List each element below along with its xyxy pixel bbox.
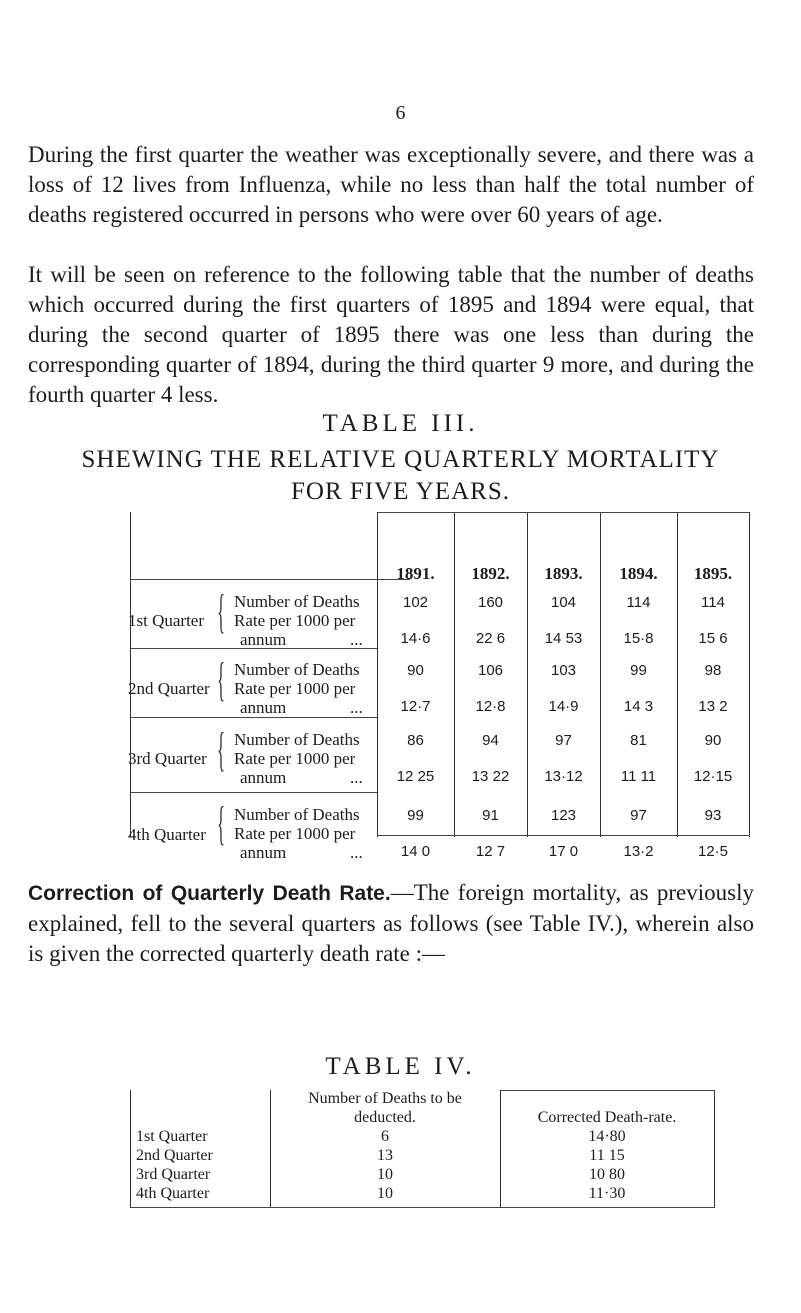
table4-top-border — [500, 1090, 714, 1091]
year-header: 1891. — [396, 564, 435, 583]
table4-deducted: 6 — [381, 1128, 389, 1145]
rate-cell: 15 6 — [698, 630, 728, 647]
brace: { — [217, 585, 226, 638]
quarter-label: 1st Quarter — [128, 611, 205, 630]
year-header: 1892. — [471, 564, 510, 583]
table4-header-rate: Corrected Death-rate. — [537, 1109, 677, 1126]
quarter-label: 4th Quarter — [128, 825, 206, 844]
table3-subtitle-line2: FOR FIVE YEARS. — [291, 478, 510, 505]
quarter-label: 2nd Quarter — [128, 679, 210, 698]
deaths-cell: 97 — [630, 807, 647, 824]
brace: { — [217, 723, 226, 776]
table3 — [128, 512, 750, 862]
rate-cell: 12·8 — [475, 698, 506, 715]
deaths-cell: 97 — [555, 732, 572, 749]
table4-quarter: 3rd Quarter — [136, 1166, 211, 1183]
quarter-label: 3rd Quarter — [128, 749, 207, 768]
deaths-cell: 114 — [701, 594, 725, 611]
table4-deducted: 10 — [377, 1185, 393, 1202]
rate-cell: 14 3 — [623, 698, 654, 715]
rate-cell: 13 22 — [471, 768, 510, 785]
deaths-cell: 90 — [407, 662, 424, 679]
rate-cell: 17 0 — [548, 843, 579, 860]
table3-row-divider — [130, 579, 410, 580]
rate-cell: 14 0 — [400, 843, 431, 860]
deaths-cell: 114 — [626, 594, 651, 611]
row-label-deaths: Number of Deaths — [234, 660, 360, 679]
row-label-deaths: Number of Deaths — [234, 592, 360, 611]
row-label-rate-unit: annum — [240, 768, 287, 787]
table4-bottom-border — [130, 1207, 714, 1208]
rate-cell: 13 2 — [698, 698, 728, 715]
table4-deducted: 13 — [377, 1147, 393, 1164]
paragraph-comparison: It will be seen on reference to the following table that the number of deaths which occurred during the first quarters of 1895 and 1894 were equal, that during the second quarter of 1895 there was one less than during the corresponding quarter of 1894, during the third quarter 9 more, and during the fourth quarter 4 less. — [28, 262, 754, 407]
row-label-rate: Rate per 1000 per — [234, 679, 356, 698]
row-label-dots: ... — [350, 843, 363, 862]
table4-deducted: 10 — [377, 1166, 393, 1183]
rate-cell: 14·9 — [548, 698, 579, 715]
deaths-cell: 94 — [482, 732, 499, 749]
rate-cell: 11 11 — [620, 768, 657, 785]
row-label-rate: Rate per 1000 per — [234, 824, 356, 843]
table3-right-border — [749, 512, 750, 837]
deaths-cell: 99 — [630, 662, 647, 679]
rate-cell: 14 53 — [544, 630, 583, 647]
rate-cell: 13·12 — [544, 768, 583, 785]
table4-header-deducted: Number of Deaths to be — [308, 1090, 462, 1107]
row-label-rate-unit: annum — [240, 698, 287, 717]
row-label-rate-unit: annum — [240, 843, 287, 862]
deaths-cell: 123 — [550, 807, 577, 824]
row-label-rate: Rate per 1000 per — [234, 611, 356, 630]
rate-cell: 12·7 — [400, 698, 431, 715]
row-label-deaths: Number of Deaths — [234, 805, 360, 824]
rate-cell: 12 25 — [396, 768, 435, 785]
rate-cell: 15·8 — [623, 630, 654, 647]
table4-quarter: 4th Quarter — [136, 1185, 210, 1202]
row-label-deaths: Number of Deaths — [234, 730, 360, 749]
brace: { — [217, 797, 226, 850]
rate-cell: 14·6 — [400, 630, 431, 647]
row-label-dots: ... — [350, 630, 363, 649]
rate-cell: 12·5 — [697, 843, 729, 860]
table4-rate: 11·30 — [588, 1185, 626, 1202]
correction-text: —The foreign mortality, as previously explained, fell to the several quarters as follows (see Table IV.), wherein also is given the corrected quarterly death rate :— — [28, 880, 754, 966]
table3-bottom-border — [377, 835, 750, 836]
rate-cell: 12 7 — [475, 843, 506, 860]
year-header: 1893. — [544, 564, 583, 583]
row-label-rate: Rate per 1000 per — [234, 749, 356, 768]
table3-title: TABLE III. — [322, 410, 479, 437]
deaths-cell: 90 — [704, 732, 722, 749]
rate-cell: 22 6 — [475, 630, 506, 647]
table4-rate: 10 80 — [589, 1166, 625, 1183]
rate-cell: 13·2 — [623, 843, 654, 860]
correction-heading: Correction of Quarterly Death Rate. — [28, 882, 391, 905]
table3-top-border — [377, 512, 750, 513]
deaths-cell: 81 — [630, 732, 647, 749]
paragraph-influenza: During the first quarter the weather was exceptionally severe, and there was a loss of 12 lives from Influenza, while no less than half the total number of deaths registered occurred in persons who were over 60 years of age. — [28, 142, 754, 227]
brace: { — [217, 653, 226, 706]
year-header: 1895. — [693, 564, 733, 583]
table4-quarter: 1st Quarter — [136, 1128, 208, 1145]
rate-cell: 12·15 — [693, 768, 733, 785]
table4-header-deducted-2: deducted. — [354, 1109, 416, 1126]
row-label-dots: ... — [350, 768, 363, 787]
deaths-cell: 93 — [704, 807, 722, 824]
table4-left-border — [130, 1090, 131, 1208]
row-label-dots: ... — [350, 698, 363, 717]
deaths-cell: 103 — [550, 662, 577, 679]
table4-title: TABLE IV. — [325, 1053, 476, 1080]
deaths-cell: 91 — [482, 807, 499, 824]
table3-left-border — [130, 512, 131, 837]
table3-subtitle-line1: SHEWING THE RELATIVE QUARTERLY MORTALITY — [81, 446, 720, 473]
deaths-cell: 99 — [407, 807, 424, 824]
correction-paragraph — [28, 878, 754, 969]
deaths-cell: 102 — [402, 594, 429, 611]
table4-right-border — [714, 1090, 715, 1208]
table3-row-divider — [130, 792, 377, 793]
deaths-cell: 106 — [477, 662, 504, 679]
deaths-cell: 98 — [704, 662, 722, 679]
deaths-cell: 160 — [477, 594, 504, 611]
year-header: 1894. — [619, 564, 658, 583]
row-label-rate-unit: annum — [240, 630, 287, 649]
table4-rate: 14·80 — [588, 1128, 626, 1145]
table4 — [130, 1090, 715, 1210]
table4-quarter: 2nd Quarter — [136, 1147, 213, 1164]
deaths-cell: 104 — [550, 594, 577, 611]
deaths-cell: 86 — [407, 732, 424, 749]
table4-rate: 11 15 — [589, 1147, 625, 1164]
page-number: 6 — [395, 102, 406, 124]
